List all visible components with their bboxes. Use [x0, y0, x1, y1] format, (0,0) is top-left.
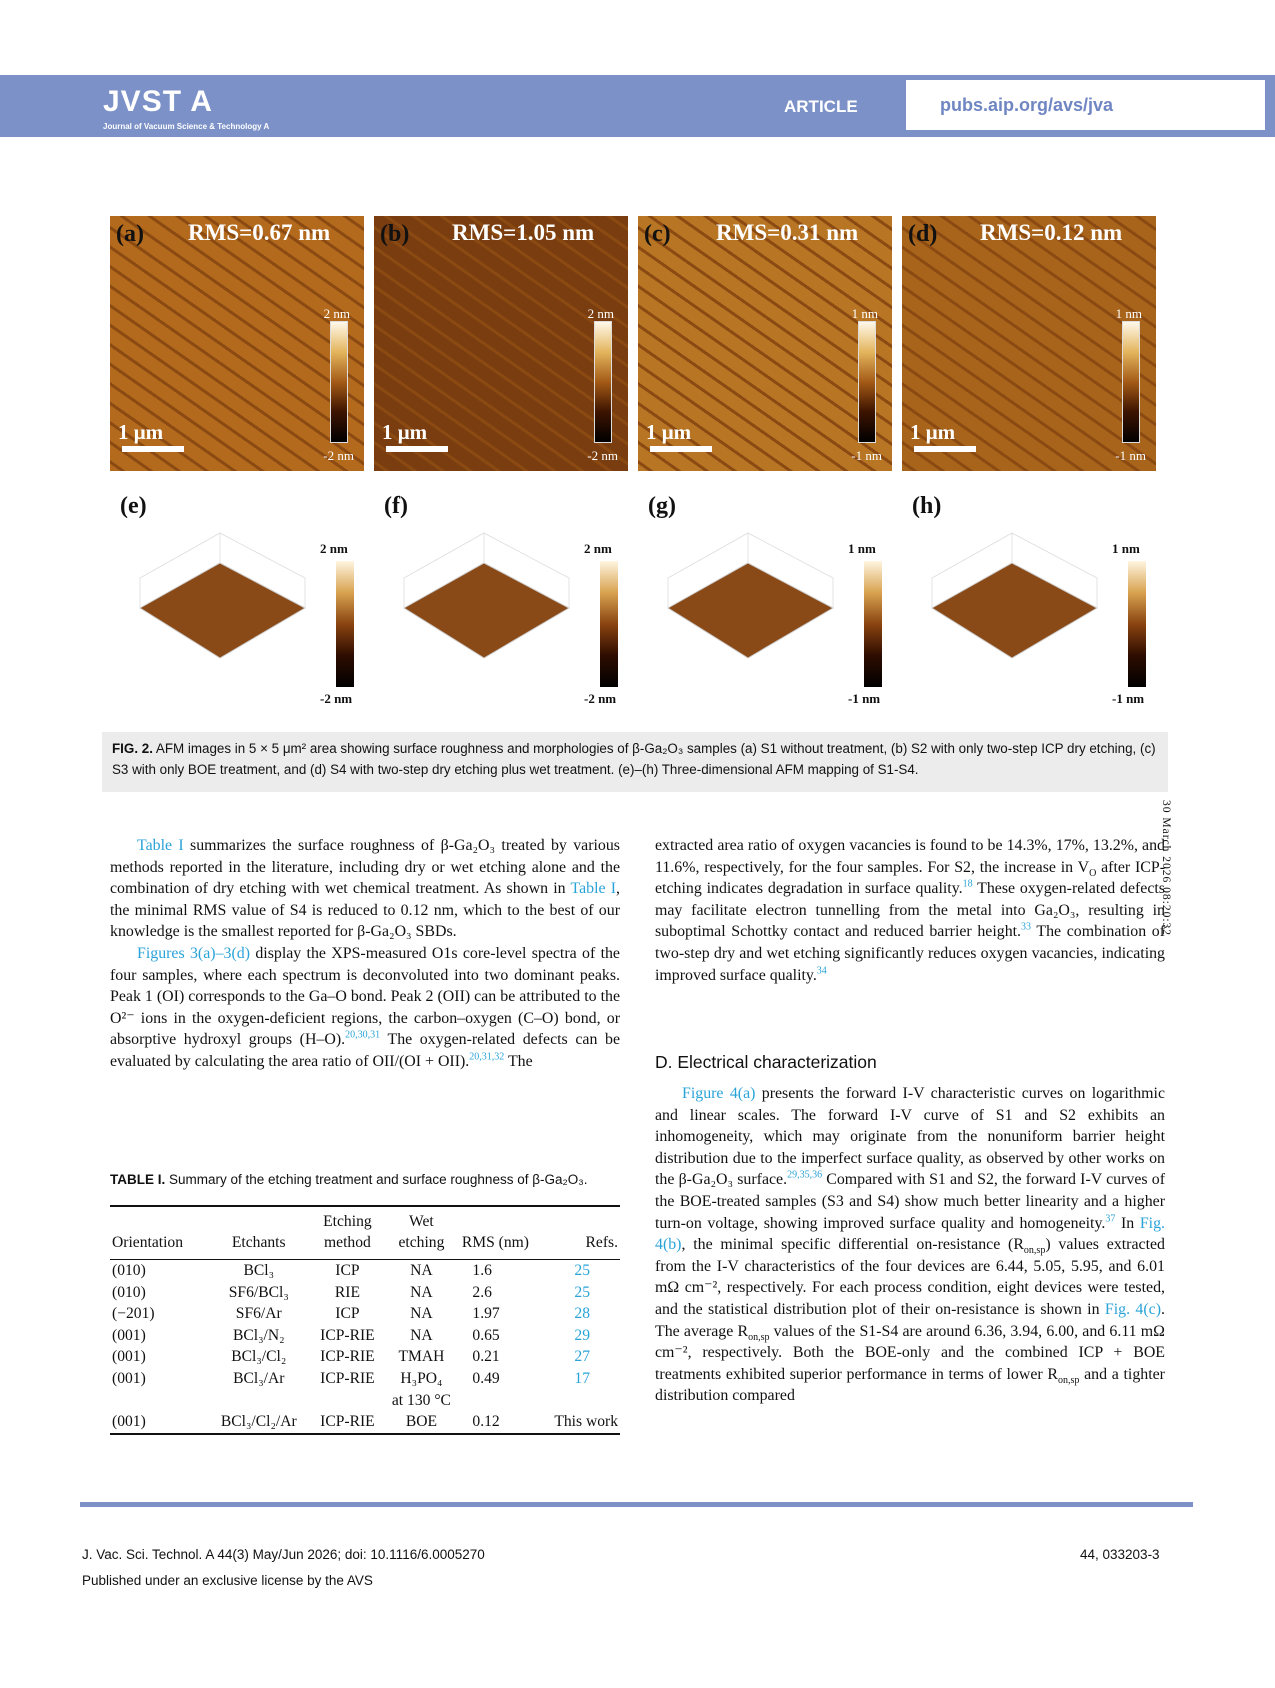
- journal-subtitle: Journal of Vacuum Science & Technology A: [103, 122, 270, 131]
- citation-link[interactable]: 18: [962, 878, 973, 890]
- colorbar-min: -2 nm: [587, 448, 618, 463]
- panel-label: (g): [648, 493, 676, 519]
- table-cell: SF6/BCl₃: [228, 1283, 289, 1301]
- scale-label: 1 μm: [382, 420, 428, 444]
- colorbar-min: -2 nm: [320, 691, 353, 706]
- scale-bar: [386, 446, 448, 452]
- rms-label: RMS=0.12 nm: [980, 220, 1123, 245]
- rms-label: RMS=0.31 nm: [716, 220, 859, 245]
- table-cell: (001): [112, 1413, 146, 1431]
- panel-label: (f): [384, 493, 408, 519]
- citation-link[interactable]: 34: [816, 965, 827, 977]
- surface-plot: [912, 523, 1112, 698]
- colorbar-min: -1 nm: [851, 448, 882, 463]
- scale-label: 1 μm: [646, 420, 692, 444]
- table-cell: [110, 1390, 207, 1412]
- table-cell: (001): [112, 1369, 146, 1387]
- scale-label: 1 μm: [910, 420, 956, 444]
- colorbar-max: 2 nm: [587, 306, 614, 321]
- rms-label: RMS=0.67 nm: [188, 220, 331, 245]
- table-cell: SF6/Ar: [235, 1305, 282, 1323]
- table-cell: NA: [410, 1305, 433, 1323]
- scale-bar: [122, 446, 184, 452]
- citation-link[interactable]: 20,30,31: [345, 1030, 381, 1042]
- journal-logo: JVST A: [103, 85, 213, 118]
- table-cell: ICP: [335, 1262, 360, 1279]
- right-column-cont: [655, 1083, 1165, 1407]
- colorbar-max: 2 nm: [323, 306, 350, 321]
- afm-panel: [638, 216, 892, 471]
- citation-link[interactable]: [532, 1390, 620, 1412]
- afm-panel: [902, 216, 1156, 471]
- table-cell: TMAH: [398, 1348, 445, 1366]
- colorbar: [1128, 561, 1146, 687]
- left-column: [110, 835, 620, 1073]
- table-cell: BCl₃/Cl₂/Ar: [220, 1413, 297, 1431]
- table-cell: H₃PO₄: [400, 1369, 443, 1387]
- colorbar-max: 1 nm: [848, 541, 876, 556]
- figure-link[interactable]: Fig. 4(b): [655, 1214, 1165, 1254]
- colorbar-min: -1 nm: [848, 691, 881, 706]
- citation-link[interactable]: 20,31,32: [469, 1051, 505, 1063]
- table-row: [110, 1260, 620, 1282]
- footer-rule: [80, 1502, 1193, 1507]
- table-header: Wet etching: [398, 1213, 445, 1251]
- colorbar: [864, 561, 882, 687]
- citation-link[interactable]: 27: [574, 1348, 590, 1366]
- table-header: Orientation: [112, 1234, 184, 1251]
- scale-bar: [650, 446, 712, 452]
- figure-link[interactable]: Fig. 4(c): [1104, 1300, 1161, 1318]
- table-header: Refs.: [585, 1234, 618, 1251]
- colorbar: [594, 321, 612, 443]
- colorbar-min: -2 nm: [323, 448, 354, 463]
- panel-label: (e): [120, 493, 147, 519]
- table-cell: This work: [554, 1413, 618, 1431]
- rms-label: RMS=1.05 nm: [452, 220, 595, 245]
- right-column: [655, 835, 1165, 986]
- caption-text: AFM images in 5 × 5 μm² area showing surface roughness and morphologies of β-Ga₂O₃ samples (a) S1 without treatment, (b) S2 with only two-step ICP dry etching, (c) S3 with only BOE treatment, and (d) S4 with two-step dry etching plus wet treatment. (e)–(h) Three-dimensional AFM mapping of S1-S4.: [112, 741, 1156, 777]
- citation-link[interactable]: 29: [574, 1326, 590, 1344]
- footer-citation: J. Vac. Sci. Technol. A 44(3) May/Jun 2026; doi: 10.1116/6.0005270: [82, 1547, 485, 1562]
- colorbar-max: 1 nm: [1112, 541, 1140, 556]
- table-header: Etching method: [323, 1213, 372, 1251]
- citation-link[interactable]: 17: [574, 1369, 590, 1387]
- figure-link[interactable]: Figure 4(a): [682, 1085, 756, 1102]
- colorbar-min: -1 nm: [1112, 691, 1145, 706]
- page-number: 44, 033203-3: [1080, 1547, 1160, 1562]
- figure-link[interactable]: Figures 3(a)–3(d): [137, 944, 250, 962]
- table-cell: BCl₃/N₂: [232, 1326, 285, 1344]
- table-cell: (001): [112, 1348, 146, 1366]
- paragraph: Figure 4(a) presents the forward I-V characteristic curves on logarithmic and linear scales. The forward I-V curve of S1 and S2 exhibits an inhomogeneity, which may originate from the nonuniform barrier height distribution due to the imperfect surface quality, as observed by other works on the β-Ga₂O₃ surface.$^{29,35,36}$ Compared with S1 and S2, the forward I-V curves of the BOE-treated samples (S3 and S4) show much better linearity and a higher turn-on voltage, showing improved surface quality and homogeneity.$^{37}$ In Fig. 4(b), the minimal specific differential on-resistance $(R_{on,sp})$ values extracted from the I-V characteristics of the four devices are 6.44, 5.05, 5.95, and 6.01 mΩ cm⁻², respectively. For each process condition, eight devices were tested, and the statistical distribution plot of their on-resistance is shown in Fig. 4(c). The average $R_{on,sp}$ values of the S1-S4 are around 6.36, 3.94, 6.00, and 6.11 mΩ cm⁻², respectively. Both the BOE-only and the combined ICP + BOE treatments exhibited superior performance in terms of lower $R_{on,sp}$ and a tighter distribution compared: [655, 1085, 1165, 1405]
- paragraph: Figures 3(a)–3(d) display the XPS-measured O1s core-level spectra of the four samples, where each spectrum is deconvoluted into two dominant peaks. Peak 1 (OI) corresponds to the Ga–O bond. Peak 2 (OII) can be attributed to the O²⁻ ions in the oxygen-deficient regions, the carbon–oxygen (C–O) bond, or absorptive hydroxyl groups (H–O).$^{20,30,31}$ The oxygen-related defects can be evaluated by calculating the area ratio of OII/(OI + OII).$^{20,31,32}$ The: [110, 944, 621, 1070]
- colorbar: [858, 321, 876, 443]
- table-cell: [207, 1390, 310, 1412]
- table-caption: TABLE I. Summary of the etching treatment and surface roughness of β-Ga₂O₃.: [110, 1172, 588, 1187]
- table-cell: 0.12: [472, 1413, 500, 1431]
- table-cell: 0.21: [472, 1348, 500, 1366]
- table-cell: 1.6: [472, 1262, 492, 1279]
- scale-label: 1 μm: [118, 420, 164, 444]
- citation-link[interactable]: 28: [574, 1305, 590, 1323]
- citation-link[interactable]: 29,35,36: [787, 1170, 823, 1182]
- paragraph: Table I summarizes the surface roughness of β-Ga₂O₃ treated by various methods reported in the literature, including dry or wet etching alone and the combination of dry etching with wet chemical treatment. As shown in Table I, the minimal RMS value of S4 is reduced to 0.12 nm, which to the best of our knowledge is the smallest reported for β-Ga₂O₃ SBDs.: [110, 837, 621, 941]
- table-row: [110, 1303, 620, 1325]
- colorbar-max: 2 nm: [584, 541, 612, 556]
- afm-panel: [374, 216, 628, 471]
- afm-3d-panel: [384, 493, 638, 708]
- colorbar-min: -2 nm: [584, 691, 617, 706]
- citation-link[interactable]: 33: [1021, 922, 1032, 934]
- table-row: [110, 1390, 620, 1412]
- table-cell: NA: [410, 1262, 433, 1279]
- surface-plot: [120, 523, 320, 698]
- panel-label: (b): [380, 221, 410, 247]
- citation-link[interactable]: 37: [1105, 1213, 1116, 1225]
- table-cell: 1.97: [472, 1305, 500, 1323]
- section-heading: D. Electrical characterization: [655, 1052, 877, 1072]
- table-cell: 0.65: [472, 1326, 500, 1344]
- figure-caption: [112, 738, 1158, 780]
- citation-link[interactable]: 25: [574, 1262, 590, 1279]
- journal-url-link[interactable]: pubs.aip.org/avs/jva: [940, 95, 1114, 115]
- table-cell: (010): [112, 1262, 146, 1279]
- scale-bar: [914, 446, 976, 452]
- table-row: [110, 1411, 620, 1434]
- table-cell: BCl₃/Cl₂: [231, 1348, 287, 1366]
- table-cell: ICP: [335, 1305, 360, 1323]
- colorbar: [330, 321, 348, 443]
- caption-label: FIG. 2.: [112, 741, 153, 756]
- table-cell: BOE: [405, 1413, 438, 1431]
- table-row: [110, 1325, 620, 1347]
- table-cell: ICP-RIE: [320, 1348, 375, 1366]
- paragraph: extracted area ratio of oxygen vacancies is found to be 14.3%, 17%, 13.2%, and 11.6%, respectively, for the four samples. For S2, the increase in $V_O$ after ICP-etching indicates degradation in surface quality.$^{18}$ These oxygen-related defects may facilitate electron tunnelling from the metal into Ga₂O₃, resulting in suboptimal Schottky contact and reduced barrier height.$^{33}$ The combination of two-step dry and wet etching significantly reduces oxygen vacancies, indicating improved surface quality.$^{34}$: [655, 837, 1166, 984]
- afm-panel: [110, 216, 364, 471]
- download-stamp: 30 March 2026 08:20:32: [1160, 800, 1172, 937]
- table-cell: BCl₃/Ar: [233, 1369, 285, 1387]
- table-link[interactable]: Table I: [137, 837, 184, 854]
- surface-plot: [384, 523, 584, 698]
- table-row: [110, 1368, 620, 1390]
- table-cell: (−201): [112, 1305, 155, 1323]
- afm-3d-panel: [912, 493, 1166, 708]
- table-cell: BCl₃: [243, 1262, 275, 1279]
- afm-3d-panel: [648, 493, 902, 708]
- colorbar: [336, 561, 354, 687]
- colorbar: [600, 561, 618, 687]
- footer-license: Published under an exclusive license by the AVS: [82, 1573, 373, 1588]
- colorbar-max: 1 nm: [851, 306, 878, 321]
- colorbar: [1122, 321, 1140, 443]
- table-header: RMS (nm): [461, 1234, 529, 1251]
- panel-label: (a): [116, 221, 144, 247]
- panel-label: (h): [912, 493, 942, 519]
- table-row: [110, 1346, 620, 1368]
- table-cell: (010): [112, 1283, 146, 1301]
- panel-label: (c): [644, 221, 671, 247]
- colorbar-min: -1 nm: [1115, 448, 1146, 463]
- table-cell: 0.49: [472, 1369, 500, 1387]
- panel-label: (d): [908, 221, 938, 247]
- table-cell: (001): [112, 1326, 146, 1344]
- table-cell: ICP-RIE: [320, 1369, 375, 1387]
- afm-3d-panel: [120, 493, 374, 708]
- colorbar-max: 2 nm: [320, 541, 348, 556]
- table-cell: ICP-RIE: [320, 1326, 375, 1344]
- table-cell: [458, 1390, 532, 1412]
- table-header: Etchants: [231, 1234, 286, 1251]
- roughness-table: [110, 1205, 620, 1435]
- table-row: [110, 1282, 620, 1304]
- colorbar-max: 1 nm: [1115, 306, 1142, 321]
- table-cell: NA: [410, 1283, 433, 1301]
- table-cell: ICP-RIE: [320, 1413, 375, 1431]
- table-link[interactable]: Table I: [570, 880, 617, 898]
- table-cell: NA: [410, 1326, 433, 1344]
- table-cell: at 130 °C: [391, 1391, 451, 1409]
- table-cell: 2.6: [472, 1283, 492, 1301]
- surface-plot: [648, 523, 848, 698]
- section-label: ARTICLE: [784, 97, 858, 116]
- citation-link[interactable]: 25: [574, 1283, 590, 1301]
- table-cell: [310, 1390, 384, 1412]
- table-cell: RIE: [334, 1283, 360, 1301]
